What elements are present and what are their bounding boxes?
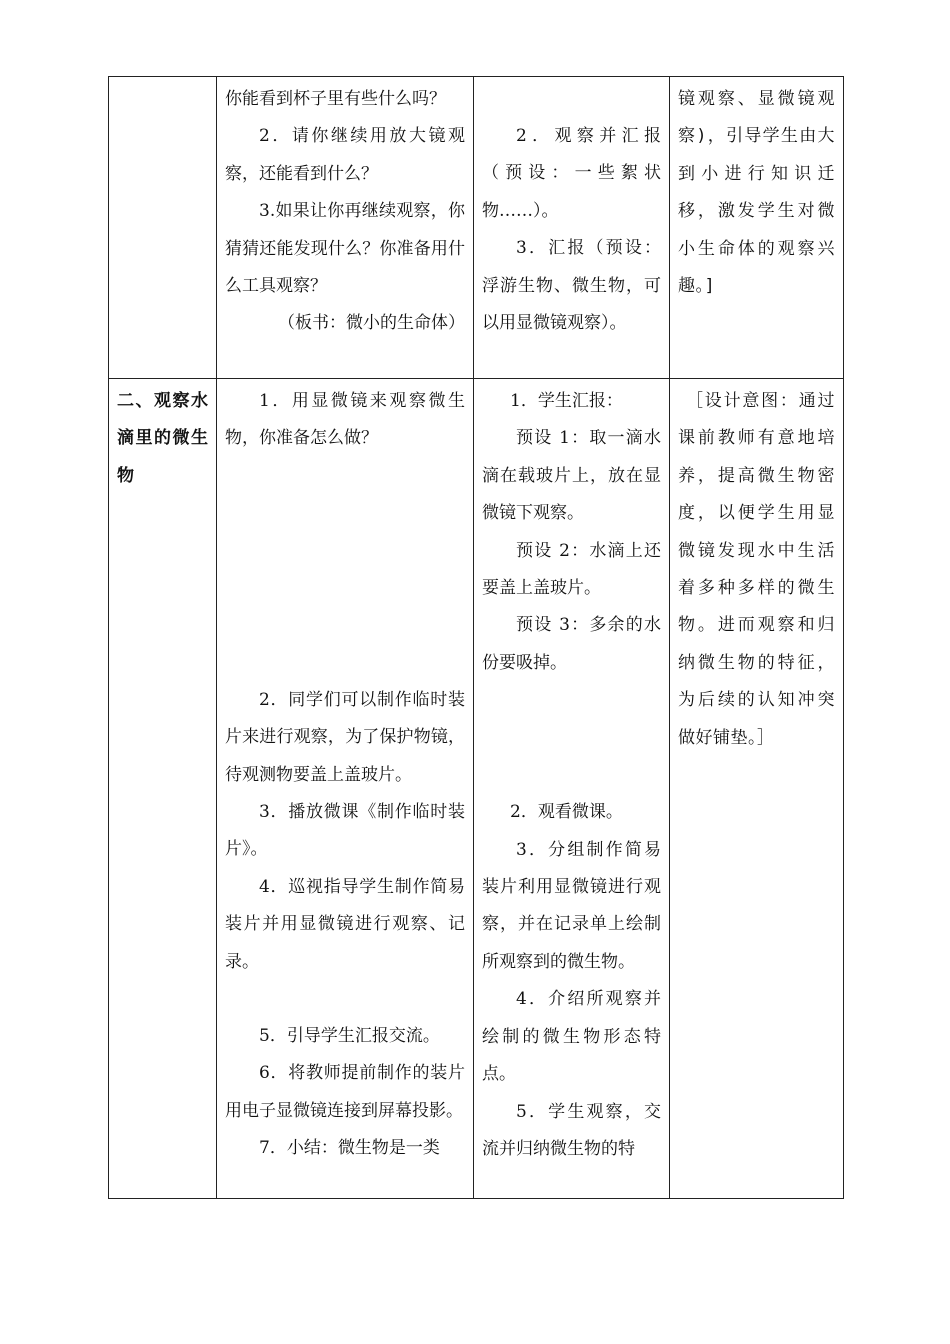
design-intent-cell bbox=[670, 77, 844, 379]
design-intent-cell bbox=[670, 379, 844, 1199]
student-text: 4．介绍所观察并绘制的微生物形态特点。 bbox=[482, 989, 661, 1085]
student-text: 2．观察并汇报（预设：一些絮状物……）。 bbox=[482, 126, 661, 221]
table-row bbox=[109, 379, 844, 1199]
blackboard-note: （板书：微小的生命体） bbox=[278, 313, 465, 334]
teacher-text: 你能看到杯子里有些什么吗？ bbox=[225, 89, 446, 109]
design-text: 镜观察、显微镜观察)，引导学生由大到小进行知识迁移，激发学生对微小生命体的观察兴趣。] bbox=[678, 89, 835, 297]
teacher-text: 5．引导学生汇报交流。 bbox=[259, 1026, 440, 1047]
student-text: 3．分组制作简易装片利用显微镜进行观察，并在记录单上绘制所观察到的微生物。 bbox=[482, 839, 661, 972]
lesson-plan-table bbox=[108, 76, 844, 1199]
teacher-text: 6．将教师提前制作的装片用电子显微镜连接到屏幕投影。 bbox=[225, 1063, 465, 1121]
student-text: 1．学生汇报： bbox=[510, 391, 623, 411]
student-activity-cell bbox=[474, 379, 670, 1199]
student-text: 预设 1：取一滴水滴在载玻片上，放在显微镜下观察。 bbox=[482, 428, 661, 524]
stage-cell: 二、观察水滴里的微生物 bbox=[109, 379, 217, 1199]
student-text: 预设 3：多余的水份要吸掉。 bbox=[482, 615, 661, 673]
teacher-text: 4．巡视指导学生制作简易装片并用显微镜进行观察、记录。 bbox=[225, 876, 465, 972]
table-row bbox=[109, 77, 844, 379]
teacher-text: 2．同学们可以制作临时装片来进行观察，为了保护物镜，待观测物要盖上盖玻片。 bbox=[225, 689, 465, 785]
student-text: 2．观看微课。 bbox=[510, 802, 623, 823]
teacher-text: 3．播放微课《制作临时装片》。 bbox=[225, 802, 465, 860]
teacher-text: 1．用显微镜来观察微生物，你准备怎么做？ bbox=[225, 391, 465, 449]
student-text: 5．学生观察，交流并归纳微生物的特 bbox=[482, 1101, 661, 1159]
stage-cell bbox=[109, 77, 217, 379]
design-text: ［设计意图：通过课前教师有意地培养，提高微生物密度，以便学生用显微镜发现水中生活着多种多样的微生物。进而观察和归纳微生物的特征，为后续的认知冲突做好铺垫。］ bbox=[678, 391, 835, 748]
teacher-text: 3.如果让你再继续观察，你猜猜还能发现什么？你准备用什么工具观察？ bbox=[225, 201, 465, 297]
teacher-activity-cell bbox=[217, 77, 474, 379]
student-text: 3．汇报（预设：浮游生物、微生物，可以用显微镜观察）。 bbox=[482, 238, 661, 334]
teacher-activity-cell bbox=[217, 379, 474, 1199]
teacher-text: 2．请你继续用放大镜观察，还能看到什么？ bbox=[225, 126, 465, 184]
teacher-text: 7．小结：微生物是一类 bbox=[259, 1138, 440, 1159]
student-activity-cell bbox=[474, 77, 670, 379]
student-text: 预设 2：水滴上还要盖上盖玻片。 bbox=[482, 540, 661, 599]
